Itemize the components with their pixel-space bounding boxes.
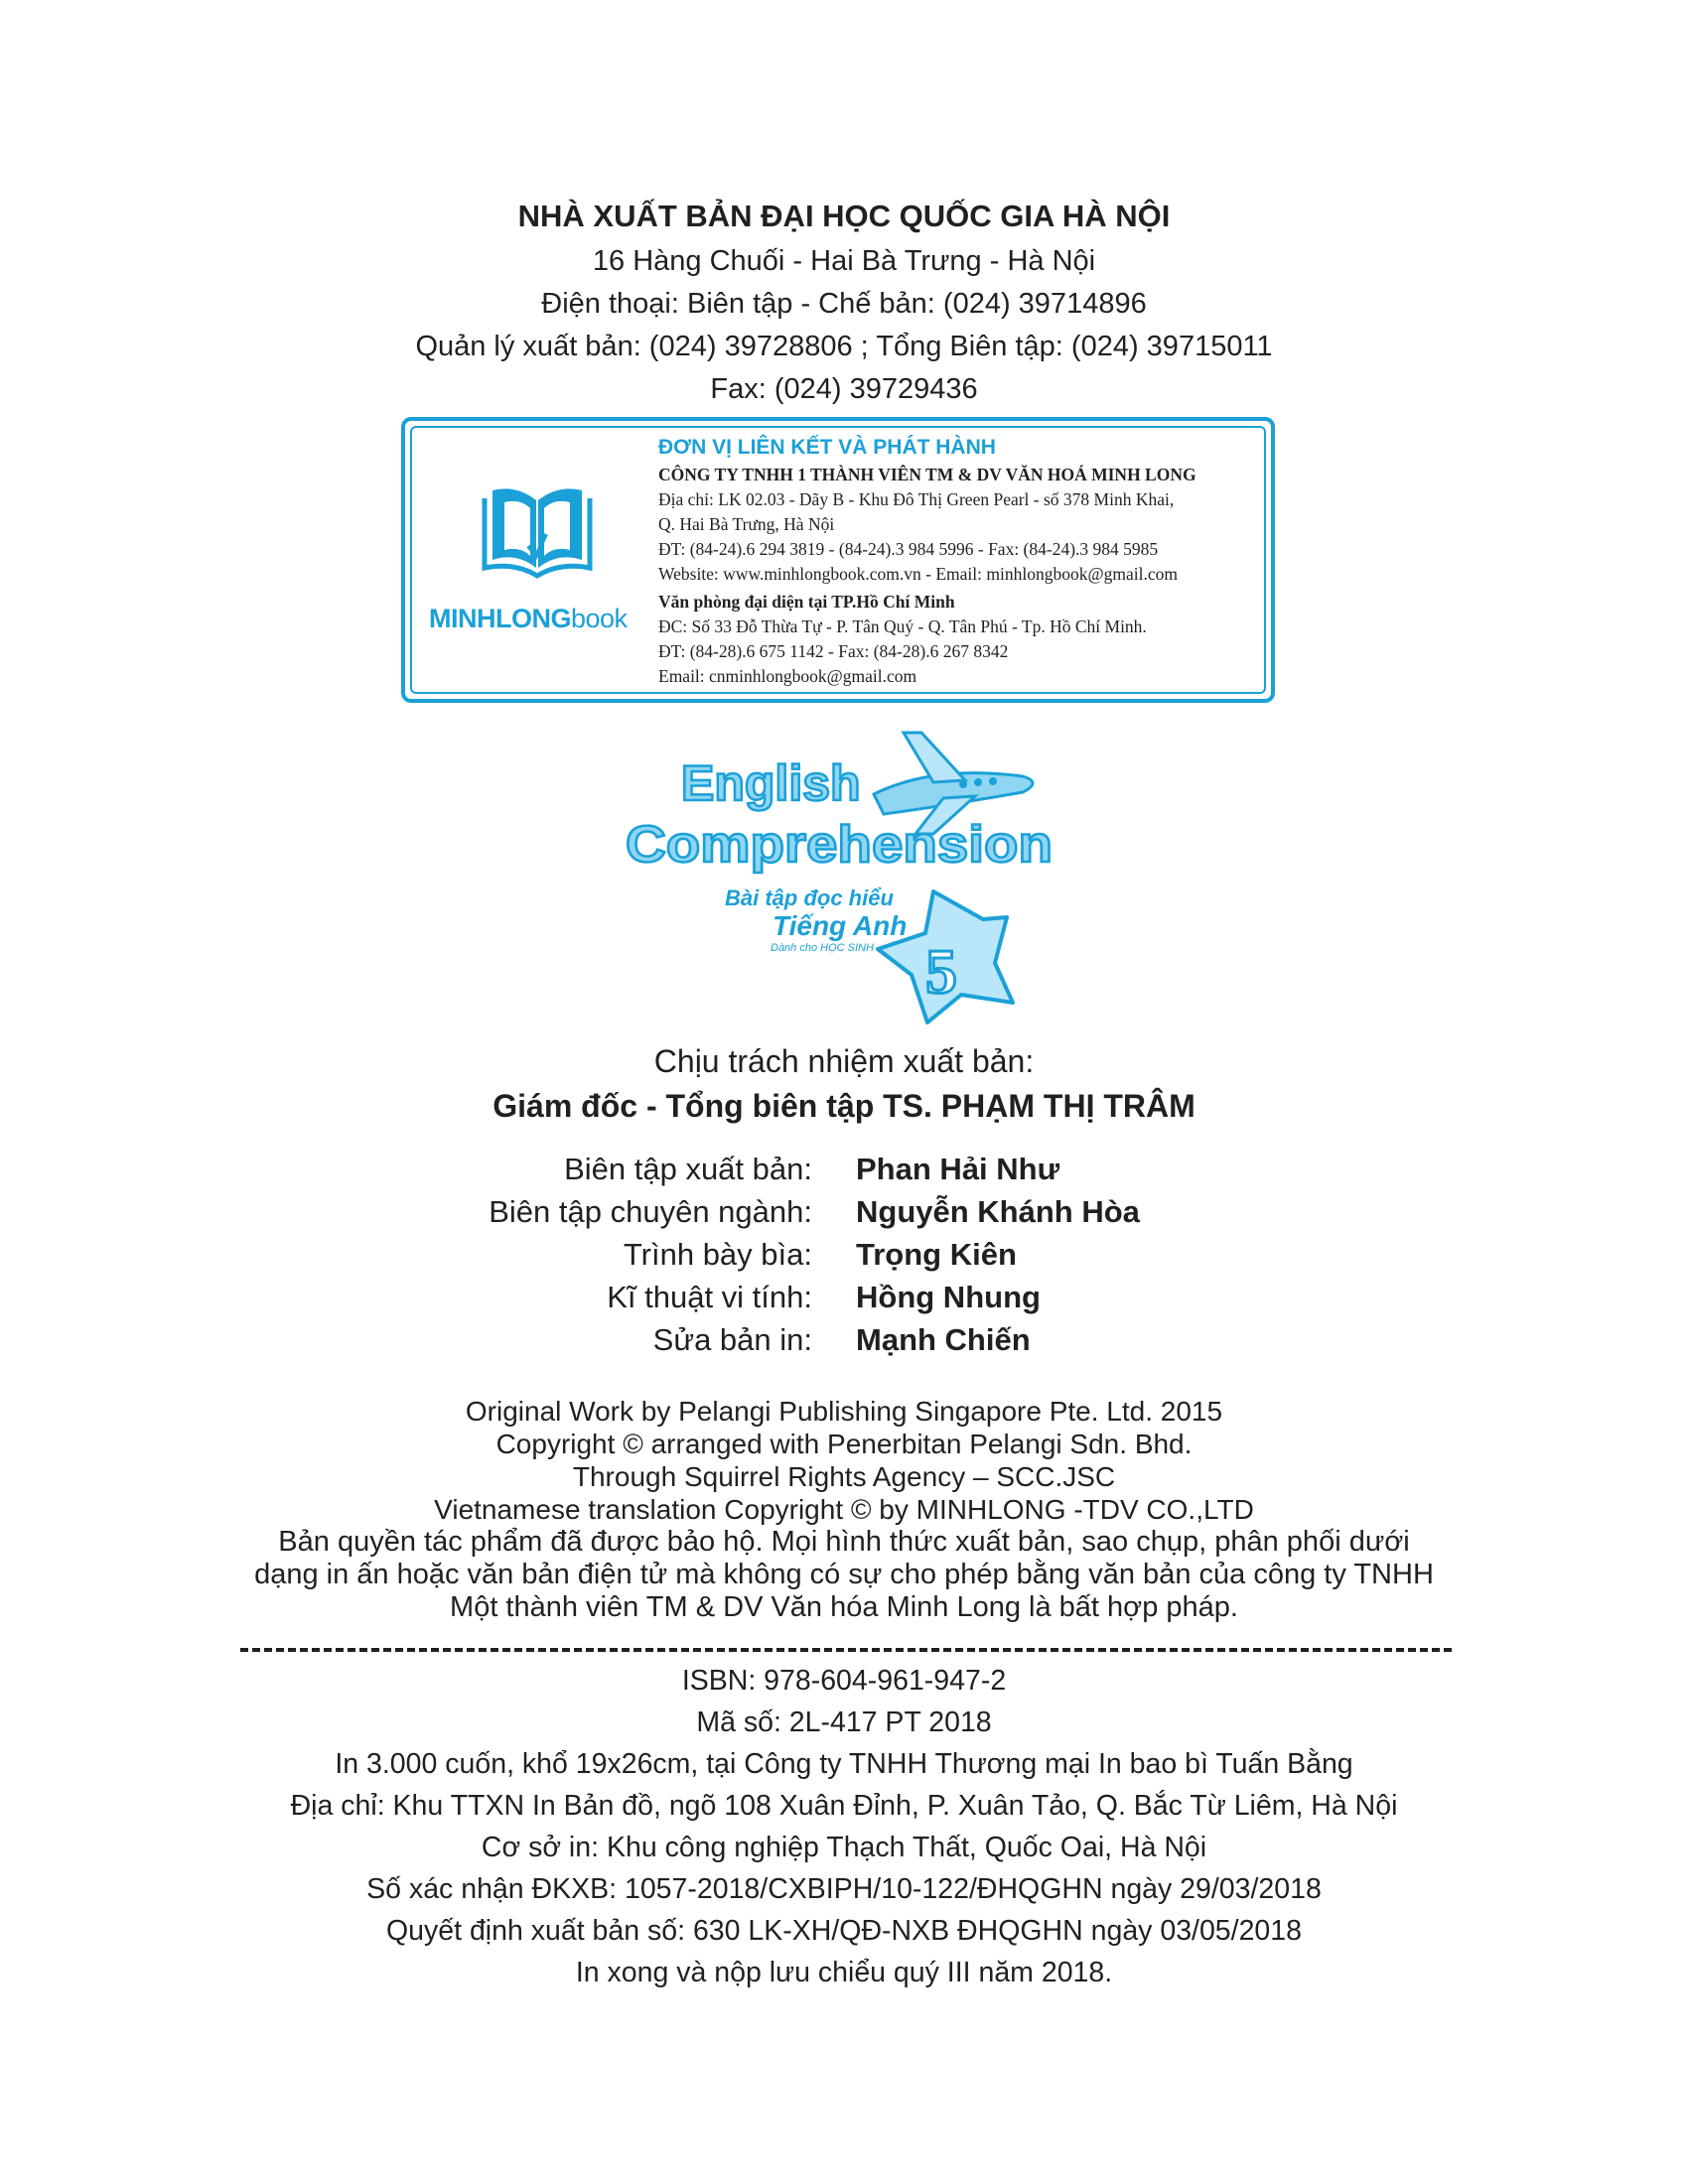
credit-role: Trình bày bìa: xyxy=(623,1237,812,1272)
partner-address-line2: Q. Hai Bà Trưng, Hà Nội xyxy=(658,514,835,534)
title-comprehension: Comprehension xyxy=(626,816,1053,874)
credit-role: Biên tập chuyên ngành: xyxy=(489,1194,812,1229)
copyright-line3: Through Squirrel Rights Agency – SCC.JSC xyxy=(572,1461,1116,1492)
book-title-graphic xyxy=(606,725,1072,1042)
credit-role: Sửa bản in: xyxy=(652,1322,812,1357)
credit-name: Hồng Nhung xyxy=(856,1280,1041,1314)
subtitle-bai-tap: Bài tập đọc hiểu xyxy=(725,886,894,910)
partner-web: Website: www.minhlongbook.com.vn - Email: minhlongbook@gmail.com xyxy=(658,564,1178,584)
partner-hcm-phone: ĐT: (84-28).6 675 1142 - Fax: (84-28).6 267 8342 xyxy=(658,641,1009,661)
partner-phone: ĐT: (84-24).6 294 3819 - (84-24).3 984 5996 - Fax: (84-24).3 984 5985 xyxy=(658,539,1159,559)
credit-role: Biên tập xuất bản: xyxy=(564,1152,812,1186)
book-title-logo xyxy=(606,725,1072,1042)
publisher-fax: Fax: (024) 39729436 xyxy=(710,373,978,405)
partner-company: CÔNG TY TNHH 1 THÀNH VIÊN TM & DV VĂN HOÁ MINH LONG xyxy=(658,465,1196,484)
copyright-notice1: Bản quyền tác phẩm đã được bảo hộ. Mọi hình thức xuất bản, sao chụp, phân phối dưới xyxy=(278,1526,1410,1558)
publisher-phone-editing: Điện thoại: Biên tập - Chế bản: (024) 39714896 xyxy=(541,288,1147,320)
partner-info-box xyxy=(401,417,1275,703)
credit-name: Trọng Kiên xyxy=(856,1237,1017,1272)
title-english: English xyxy=(681,755,861,811)
partner-hcm-address: ĐC: Số 33 Đỗ Thừa Tự - P. Tân Quý - Q. Tân Phú - Tp. Hồ Chí Minh. xyxy=(658,616,1147,636)
partner-heading: ĐƠN VỊ LIÊN KẾT VÀ PHÁT HÀNH xyxy=(658,436,996,459)
legal-deposit: In xong và nộp lưu chiểu quý III năm 2018. xyxy=(575,1957,1113,1988)
isbn: ISBN: 978-604-961-947-2 xyxy=(681,1665,1007,1697)
responsibility-director: Giám đốc - Tổng biên tập TS. PHẠM THỊ TRÂM xyxy=(492,1088,1196,1124)
open-book-icon xyxy=(425,473,653,602)
partner-address-line1: Địa chỉ: LK 02.03 - Dãy B - Khu Đô Thị Green Pearl - số 378 Minh Khai, xyxy=(658,489,1175,509)
credit-name: Mạnh Chiến xyxy=(856,1322,1031,1357)
copyright-notice3: Một thành viên TM & DV Văn hóa Minh Long là bất hợp pháp. xyxy=(450,1591,1238,1623)
credit-role: Kĩ thuật vi tính: xyxy=(607,1280,812,1314)
partner-hcm-email: Email: cnminhlongbook@gmail.com xyxy=(658,666,917,686)
copyright-line2: Copyright © arranged with Penerbitan Pelangi Sdn. Bhd. xyxy=(495,1429,1193,1459)
subtitle-danh-cho: Dành cho HỌC SINH xyxy=(771,942,874,954)
partner-hcm-heading: Văn phòng đại diện tại TP.Hồ Chí Minh xyxy=(658,592,955,612)
responsibility-label: Chịu trách nhiệm xuất bản: xyxy=(653,1043,1035,1079)
publisher-phone-management: Quản lý xuất bản: (024) 39728806 ; Tổng Biên tập: (024) 39715011 xyxy=(415,331,1273,362)
publisher-address: 16 Hàng Chuối - Hai Bà Trưng - Hà Nội xyxy=(592,245,1096,277)
print-facility: Cơ sở in: Khu công nghiệp Thạch Thất, Quốc Oai, Hà Nội xyxy=(481,1832,1207,1863)
subtitle-tieng-anh: Tiếng Anh xyxy=(773,910,908,941)
printer-address: Địa chỉ: Khu TTXN In Bản đồ, ngõ 108 Xuân Đỉnh, P. Xuân Tảo, Q. Bắc Từ Liêm, Hà Nội xyxy=(290,1790,1398,1822)
book-code: Mã số: 2L-417 PT 2018 xyxy=(696,1706,992,1738)
grade-number: 5 xyxy=(925,936,957,1007)
copyright-notice2: dạng in ấn hoặc văn bản điện tử mà không có sự cho phép bằng văn bản của công ty TNHH xyxy=(254,1559,1434,1590)
registration-number: Số xác nhận ĐKXB: 1057-2018/CXBIPH/10-122/ĐHQGHN ngày 29/03/2018 xyxy=(366,1873,1322,1905)
publisher-name: NHÀ XUẤT BẢN ĐẠI HỌC QUỐC GIA HÀ NỘI xyxy=(517,199,1171,233)
minhlong-book-logo xyxy=(425,473,653,633)
credit-name: Phan Hải Như xyxy=(856,1152,1060,1186)
logo-text-sub: book xyxy=(570,604,628,633)
print-run: In 3.000 cuốn, khổ 19x26cm, tại Công ty TNHH Thương mại In bao bì Tuấn Bằng xyxy=(335,1748,1353,1780)
dashed-divider xyxy=(240,1648,1452,1652)
logo-text-main: MINHLONG xyxy=(429,604,571,633)
publishing-decision: Quyết định xuất bản số: 630 LK-XH/QĐ-NXB ĐHQGHN ngày 03/05/2018 xyxy=(386,1915,1302,1947)
copyright-line4: Vietnamese translation Copyright © by MINHLONG -TDV CO.,LTD xyxy=(434,1494,1254,1525)
copyright-line1: Original Work by Pelangi Publishing Singapore Pte. Ltd. 2015 xyxy=(465,1396,1223,1427)
minhlong-book-wordmark xyxy=(429,604,667,634)
credit-name: Nguyễn Khánh Hòa xyxy=(856,1194,1140,1229)
